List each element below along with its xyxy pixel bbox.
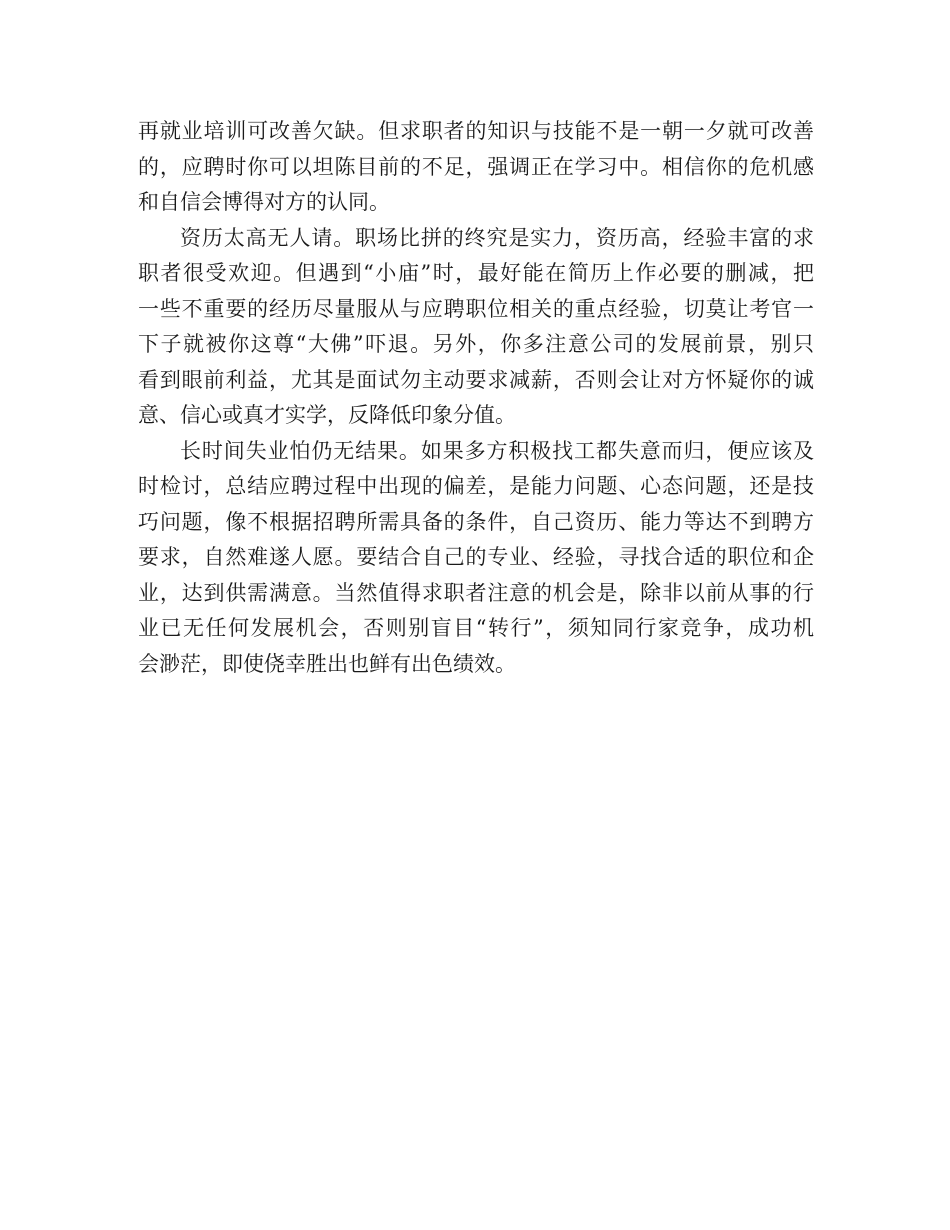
- text-line: 资历太高无人请。职场比拼的终究是实力，资历高，经验丰富的求: [180, 225, 814, 250]
- text-line: 时检讨，总结应聘过程中出现的偏差，是能力问题、心态问题，还是技: [138, 474, 814, 498]
- document-body: [138, 114, 814, 682]
- text-line: 业，达到供需满意。当然值得求职者注意的机会是，除非以前从事的行: [138, 580, 814, 605]
- text-line: 的，应聘时你可以坦陈目前的不足，强调正在学习中。相信你的危机感: [138, 154, 814, 179]
- text-line: 职者很受欢迎。但遇到“小庙”时，最好能在简历上作必要的删减，把: [138, 261, 814, 285]
- text-line: 一些不重要的经历尽量服从与应聘职位相关的重点经验，切莫让考官一: [138, 296, 814, 321]
- paragraph-1: [138, 114, 814, 221]
- text-line: 巧问题，像不根据招聘所需具备的条件，自己资历、能力等达不到聘方: [138, 509, 814, 534]
- paragraph-2: [138, 221, 814, 434]
- text-line: 要求，自然难遂人愿。要结合自己的专业、经验，寻找合适的职位和企: [138, 545, 814, 569]
- text-line: 和自信会博得对方的认同。: [138, 190, 390, 214]
- text-line: 长时间失业怕仍无结果。如果多方积极找工都失意而归，便应该及: [180, 438, 814, 463]
- text-line: 看到眼前利益，尤其是面试勿主动要求减薪，否则会让对方怀疑你的诚: [138, 367, 814, 392]
- text-line: 再就业培训可改善欠缺。但求职者的知识与技能不是一朝一夕就可改善: [138, 119, 814, 143]
- text-line: 下子就被你这尊“大佛”吓退。另外，你多注意公司的发展前景，别只: [138, 332, 814, 356]
- paragraph-3: [138, 434, 814, 683]
- text-line: 意、信心或真才实学，反降低印象分值。: [138, 403, 516, 427]
- text-line: 会渺茫，即使侥幸胜出也鲜有出色绩效。: [138, 651, 516, 676]
- text-line: 业已无任何发展机会，否则别盲目“转行”，须知同行家竞争，成功机: [138, 616, 814, 640]
